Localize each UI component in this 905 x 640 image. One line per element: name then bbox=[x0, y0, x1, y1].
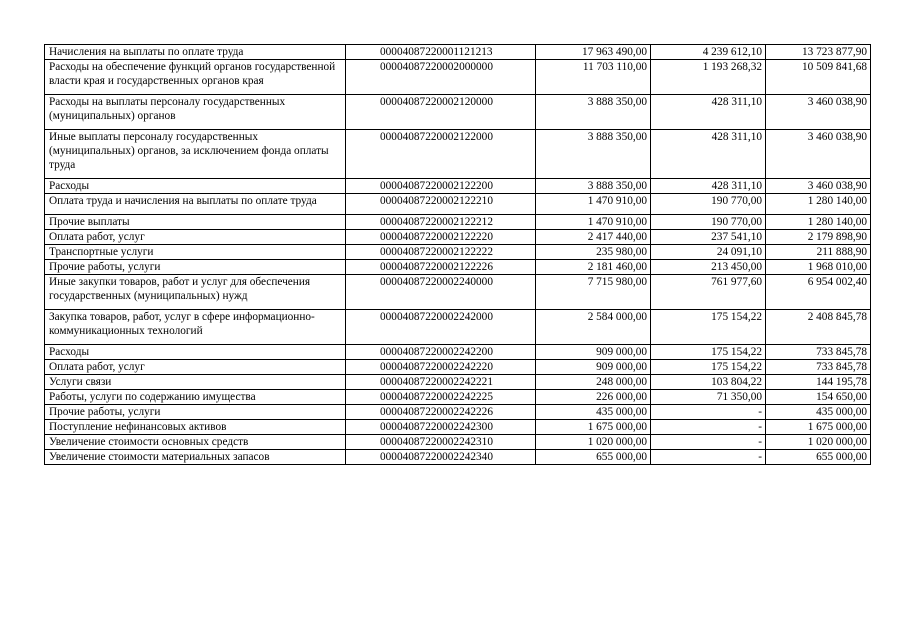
table-row bbox=[45, 390, 871, 405]
row-executed: 175 154,22 bbox=[651, 345, 766, 360]
row-remaining: 144 195,78 bbox=[766, 375, 871, 390]
row-remaining: 3 460 038,90 bbox=[766, 179, 871, 194]
table-row bbox=[45, 215, 871, 230]
row-name: Оплата труда и начисления на выплаты по оплате труда bbox=[45, 194, 346, 215]
row-remaining: 1 675 000,00 bbox=[766, 420, 871, 435]
row-approved: 3 888 350,00 bbox=[536, 179, 651, 194]
row-executed: 237 541,10 bbox=[651, 230, 766, 245]
row-name: Расходы на обеспечение функций органов государственной власти края и государственных органов края bbox=[45, 60, 346, 95]
row-name: Увеличение стоимости основных средств bbox=[45, 435, 346, 450]
row-remaining: 6 954 002,40 bbox=[766, 275, 871, 310]
table-row bbox=[45, 194, 871, 215]
row-approved: 3 888 350,00 bbox=[536, 130, 651, 179]
row-name: Иные выплаты персоналу государственных (муниципальных) органов, за исключением фонда оплаты труда bbox=[45, 130, 346, 179]
row-approved: 435 000,00 bbox=[536, 405, 651, 420]
row-executed: 103 804,22 bbox=[651, 375, 766, 390]
row-remaining: 1 280 140,00 bbox=[766, 215, 871, 230]
row-approved: 226 000,00 bbox=[536, 390, 651, 405]
row-remaining: 655 000,00 bbox=[766, 450, 871, 465]
table-row bbox=[45, 179, 871, 194]
row-code: 00004087220001121213 bbox=[346, 45, 536, 60]
row-executed: 190 770,00 bbox=[651, 194, 766, 215]
row-executed: 1 193 268,32 bbox=[651, 60, 766, 95]
row-approved: 909 000,00 bbox=[536, 345, 651, 360]
table-row bbox=[45, 435, 871, 450]
row-executed: 71 350,00 bbox=[651, 390, 766, 405]
row-code: 00004087220002242310 bbox=[346, 435, 536, 450]
row-approved: 2 181 460,00 bbox=[536, 260, 651, 275]
table-row bbox=[45, 360, 871, 375]
row-code: 00004087220002242300 bbox=[346, 420, 536, 435]
budget-table bbox=[44, 44, 871, 465]
row-name: Расходы bbox=[45, 345, 346, 360]
row-code: 00004087220002242220 bbox=[346, 360, 536, 375]
row-code: 00004087220002122222 bbox=[346, 245, 536, 260]
row-name: Начисления на выплаты по оплате труда bbox=[45, 45, 346, 60]
row-executed: 175 154,22 bbox=[651, 360, 766, 375]
table-row bbox=[45, 275, 871, 310]
row-approved: 3 888 350,00 bbox=[536, 95, 651, 130]
row-approved: 655 000,00 bbox=[536, 450, 651, 465]
row-executed: - bbox=[651, 435, 766, 450]
row-name: Транспортные услуги bbox=[45, 245, 346, 260]
row-remaining: 733 845,78 bbox=[766, 345, 871, 360]
row-remaining: 1 968 010,00 bbox=[766, 260, 871, 275]
row-remaining: 435 000,00 bbox=[766, 405, 871, 420]
row-remaining: 211 888,90 bbox=[766, 245, 871, 260]
row-name: Оплата работ, услуг bbox=[45, 360, 346, 375]
row-code: 00004087220002242221 bbox=[346, 375, 536, 390]
row-remaining: 1 020 000,00 bbox=[766, 435, 871, 450]
row-name: Прочие работы, услуги bbox=[45, 260, 346, 275]
row-executed: 4 239 612,10 bbox=[651, 45, 766, 60]
row-approved: 1 020 000,00 bbox=[536, 435, 651, 450]
table-row bbox=[45, 45, 871, 60]
row-approved: 2 417 440,00 bbox=[536, 230, 651, 245]
row-name: Прочие работы, услуги bbox=[45, 405, 346, 420]
table-row bbox=[45, 450, 871, 465]
row-approved: 11 703 110,00 bbox=[536, 60, 651, 95]
row-approved: 1 470 910,00 bbox=[536, 215, 651, 230]
table-row bbox=[45, 230, 871, 245]
row-remaining: 3 460 038,90 bbox=[766, 95, 871, 130]
row-name: Услуги связи bbox=[45, 375, 346, 390]
row-remaining: 13 723 877,90 bbox=[766, 45, 871, 60]
row-executed: - bbox=[651, 420, 766, 435]
row-code: 00004087220002240000 bbox=[346, 275, 536, 310]
row-executed: 428 311,10 bbox=[651, 179, 766, 194]
row-executed: 761 977,60 bbox=[651, 275, 766, 310]
row-name: Прочие выплаты bbox=[45, 215, 346, 230]
row-code: 00004087220002242340 bbox=[346, 450, 536, 465]
table-row bbox=[45, 375, 871, 390]
row-name: Закупка товаров, работ, услуг в сфере информационно-коммуникационных технологий bbox=[45, 310, 346, 345]
row-remaining: 154 650,00 bbox=[766, 390, 871, 405]
row-approved: 248 000,00 bbox=[536, 375, 651, 390]
table-row bbox=[45, 405, 871, 420]
row-remaining: 733 845,78 bbox=[766, 360, 871, 375]
row-code: 00004087220002122212 bbox=[346, 215, 536, 230]
row-code: 00004087220002000000 bbox=[346, 60, 536, 95]
row-name: Работы, услуги по содержанию имущества bbox=[45, 390, 346, 405]
row-executed: 428 311,10 bbox=[651, 95, 766, 130]
row-code: 00004087220002120000 bbox=[346, 95, 536, 130]
row-code: 00004087220002242226 bbox=[346, 405, 536, 420]
row-code: 00004087220002122226 bbox=[346, 260, 536, 275]
row-executed: 175 154,22 bbox=[651, 310, 766, 345]
row-code: 00004087220002122220 bbox=[346, 230, 536, 245]
table-row bbox=[45, 60, 871, 95]
row-code: 00004087220002122200 bbox=[346, 179, 536, 194]
row-code: 00004087220002242200 bbox=[346, 345, 536, 360]
row-name: Оплата работ, услуг bbox=[45, 230, 346, 245]
row-name: Поступление нефинансовых активов bbox=[45, 420, 346, 435]
table-row bbox=[45, 310, 871, 345]
budget-table-body bbox=[45, 45, 871, 465]
row-name: Увеличение стоимости материальных запасов bbox=[45, 450, 346, 465]
row-remaining: 10 509 841,68 bbox=[766, 60, 871, 95]
row-approved: 235 980,00 bbox=[536, 245, 651, 260]
row-executed: 190 770,00 bbox=[651, 215, 766, 230]
row-executed: 213 450,00 bbox=[651, 260, 766, 275]
row-code: 00004087220002122210 bbox=[346, 194, 536, 215]
row-executed: - bbox=[651, 405, 766, 420]
row-remaining: 2 408 845,78 bbox=[766, 310, 871, 345]
row-code: 00004087220002242000 bbox=[346, 310, 536, 345]
row-approved: 1 675 000,00 bbox=[536, 420, 651, 435]
row-approved: 7 715 980,00 bbox=[536, 275, 651, 310]
row-code: 00004087220002242225 bbox=[346, 390, 536, 405]
row-approved: 17 963 490,00 bbox=[536, 45, 651, 60]
row-code: 00004087220002122000 bbox=[346, 130, 536, 179]
table-row bbox=[45, 420, 871, 435]
row-approved: 909 000,00 bbox=[536, 360, 651, 375]
row-remaining: 3 460 038,90 bbox=[766, 130, 871, 179]
row-executed: 24 091,10 bbox=[651, 245, 766, 260]
table-row bbox=[45, 95, 871, 130]
row-approved: 1 470 910,00 bbox=[536, 194, 651, 215]
row-executed: 428 311,10 bbox=[651, 130, 766, 179]
table-row bbox=[45, 130, 871, 179]
row-remaining: 1 280 140,00 bbox=[766, 194, 871, 215]
row-approved: 2 584 000,00 bbox=[536, 310, 651, 345]
row-remaining: 2 179 898,90 bbox=[766, 230, 871, 245]
row-name: Иные закупки товаров, работ и услуг для обеспечения государственных (муниципальных) нужд bbox=[45, 275, 346, 310]
row-executed: - bbox=[651, 450, 766, 465]
table-row bbox=[45, 345, 871, 360]
row-name: Расходы на выплаты персоналу государственных (муниципальных) органов bbox=[45, 95, 346, 130]
row-name: Расходы bbox=[45, 179, 346, 194]
table-row bbox=[45, 245, 871, 260]
table-row bbox=[45, 260, 871, 275]
